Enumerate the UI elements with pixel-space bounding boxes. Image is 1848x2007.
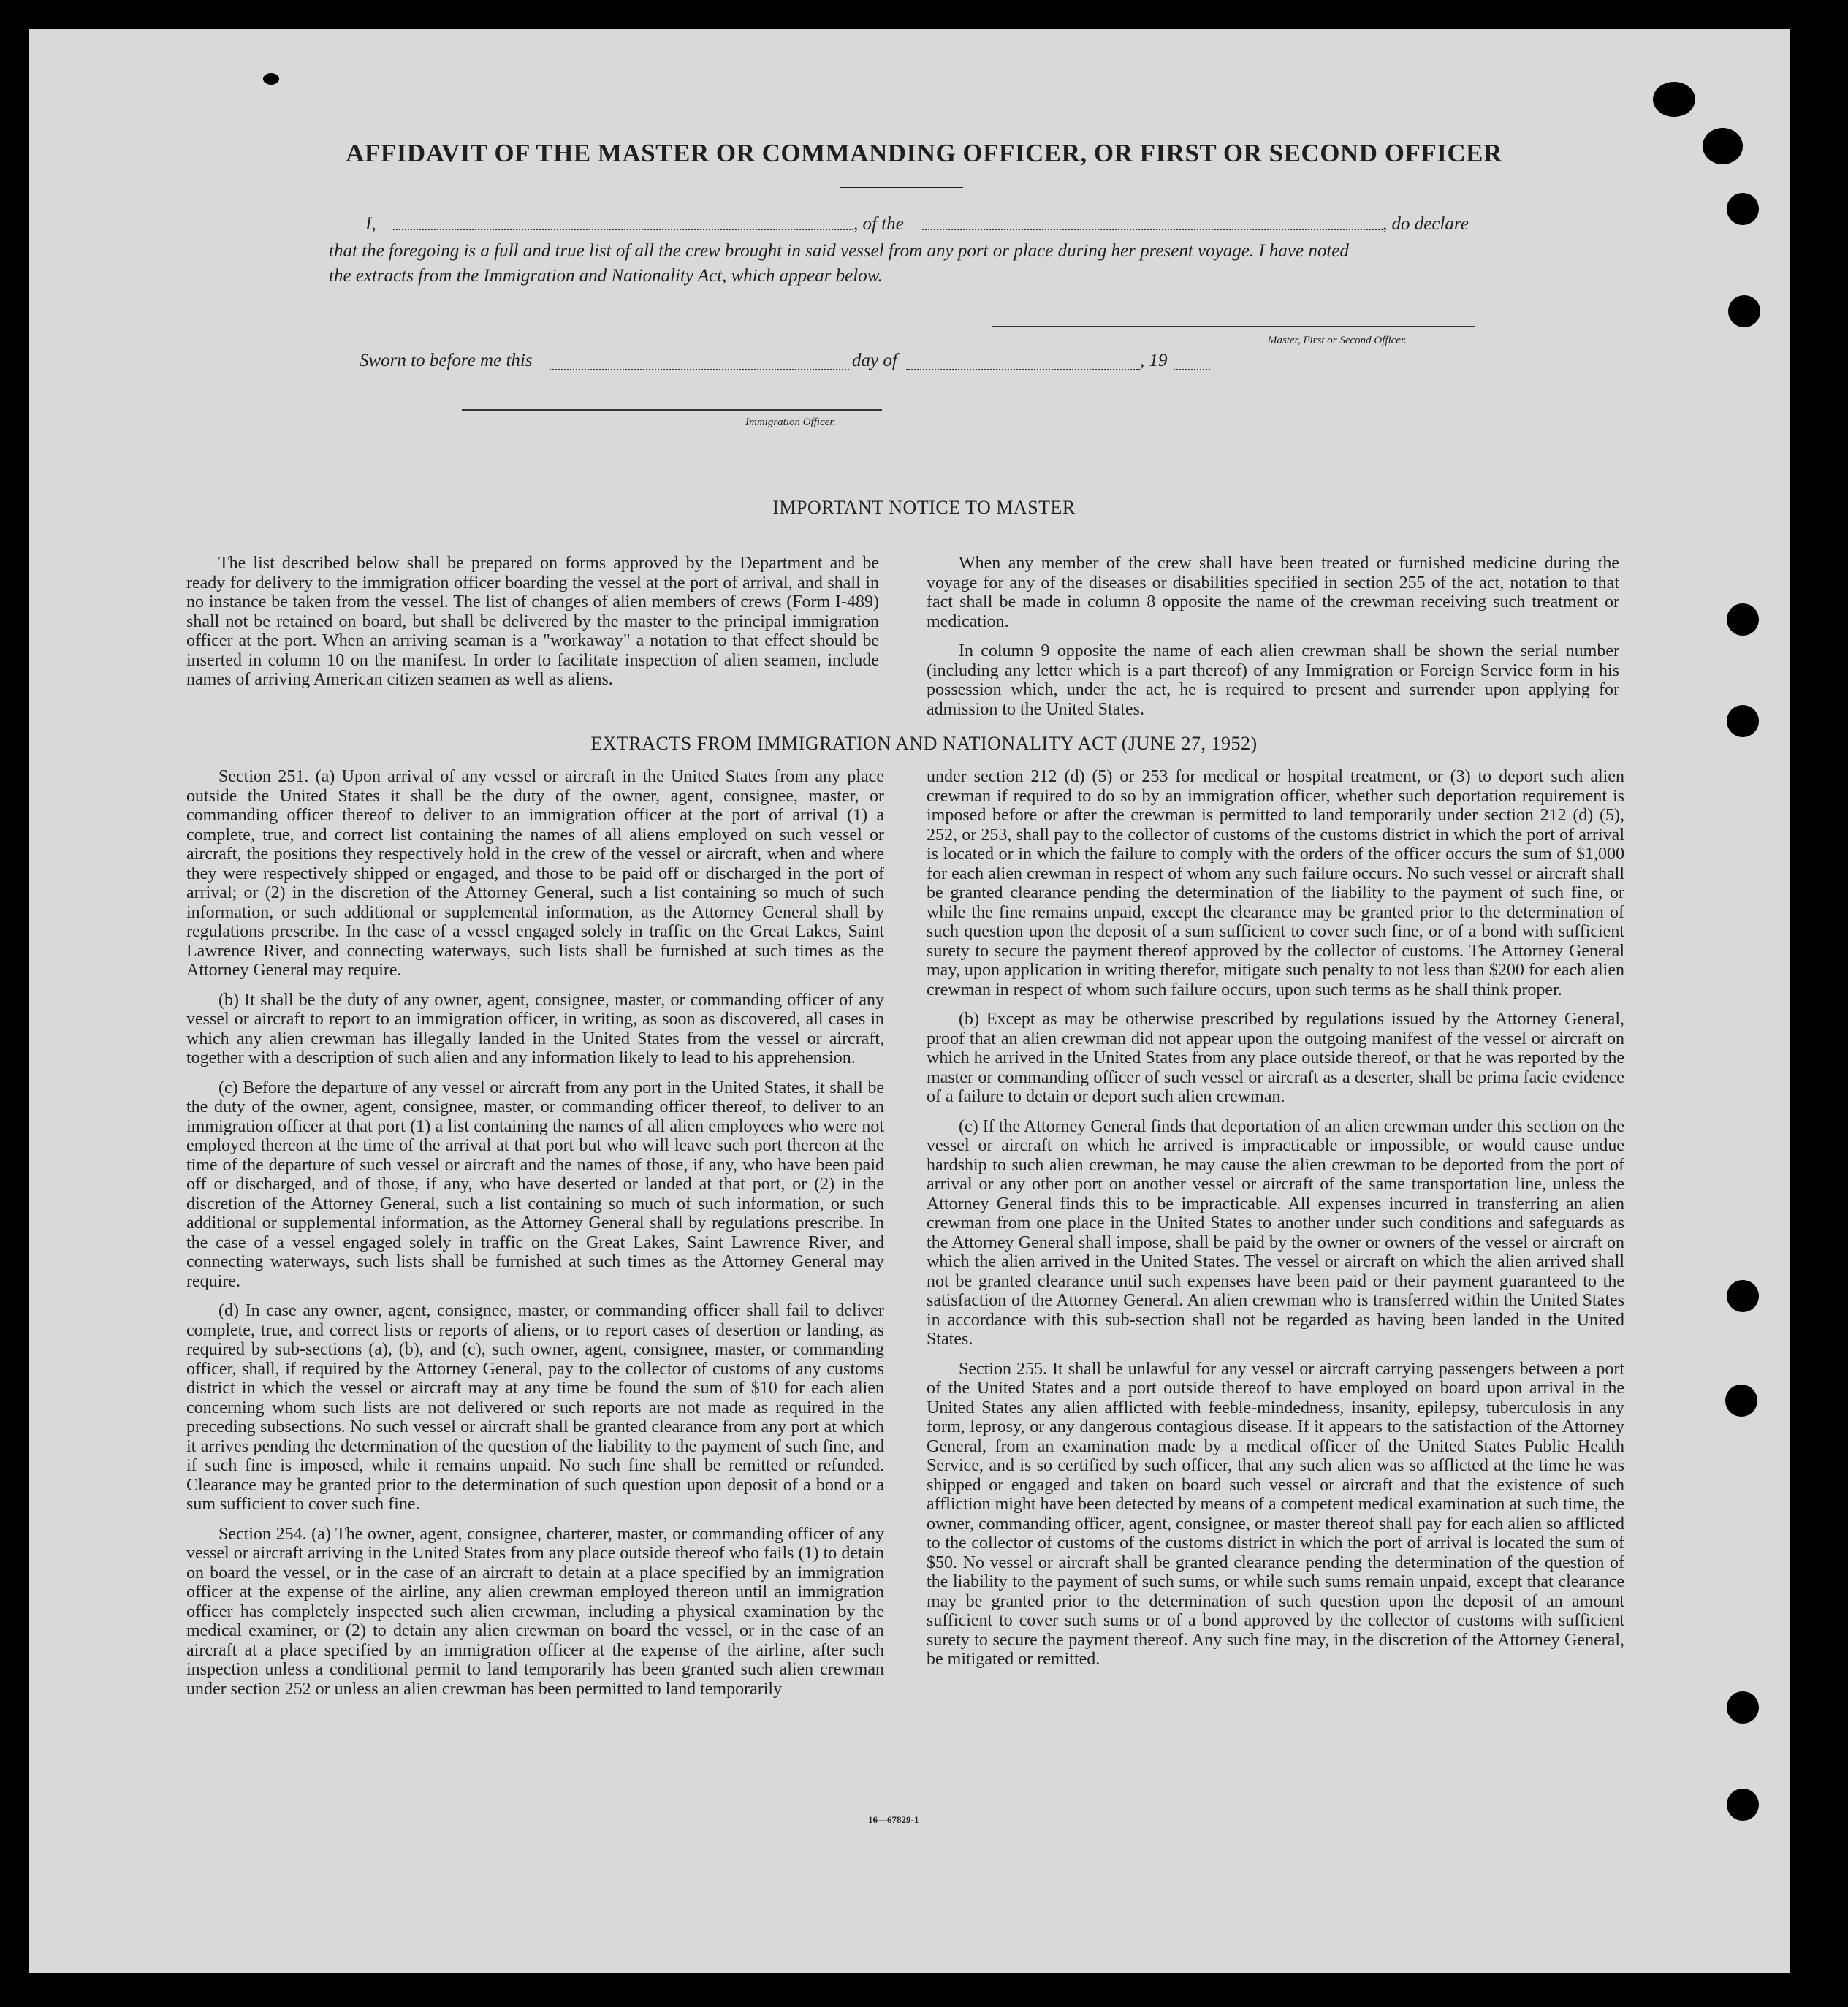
extracts-heading: EXTRACTS FROM IMMIGRATION AND NATIONALITY ACT (JUNE 27, 1952) [590, 733, 1258, 754]
extracts-left-column [186, 767, 884, 1709]
section-255: Section 255. It shall be unlawful for any vessel or aircraft carrying passengers between a port of the United States and a port outside thereof to have employed on board upon arrival in the United States any alien afflicted with feeble-mindedness, insanity, epilepsy, tuberculosis in any form, leprosy, or any dangerous contagious disease. If it appears to the satisfaction of the Attorney General, from an examination made by a medical officer of the United States Public Health Service, and is so certified by such officer, that any such alien was so afflicted at the time he was shipped or engaged and taken on board such vessel or aircraft and that the existence of such affliction might have been detected by means of a competent medical examination at such time, the owner, commanding officer, agent, consignee, or master thereof shall pay for each alien so afflicted to the collector of customs of the customs district in which the port of arrival is located the sum of $50. No vessel or aircraft shall be granted clearance pending the determination of the question of the liability to the payment of such sums, or while such sums remain unpaid, except that clearance may be granted prior to the determination of such question upon the deposit of an amount sufficient to cover such sums or of a bond approved by the collector of customs with sufficient surety to secure the payment thereof. Any such fine may, in the discretion of the Attorney General, be mitigated or remitted. [927, 1359, 1624, 1669]
punch-hole [1727, 1789, 1759, 1821]
notice-right-column [927, 554, 1619, 729]
officer-caption: Immigration Officer. [745, 416, 836, 428]
affidavit-line1-i: I, [365, 214, 376, 234]
punch-mark [1653, 82, 1695, 117]
name-blank[interactable] [393, 229, 853, 230]
sworn-date-blank[interactable] [550, 369, 849, 370]
affidavit-line1-of-the: , of the [853, 214, 904, 234]
punch-hole [1728, 295, 1760, 327]
sworn-year: , 19 [1140, 351, 1168, 370]
punch-hole [1727, 193, 1759, 225]
master-caption: Master, First or Second Officer. [1268, 335, 1407, 346]
notice-right-paragraph-2: In column 9 opposite the name of each alien crewman shall be shown the serial number (including any letter which is a part thereof) of any Immigration or Foreign Service form in his possession which, under the act, he is required to present and surrender upon applying for admission to the United States. [927, 641, 1619, 719]
section-254a: Section 254. (a) The owner, agent, consignee, charterer, master, or commanding officer of any vessel or aircraft arriving in the United States from any place outside thereof who fails (1) to detain on board the vessel, or in the case of an aircraft to detain at a place specified by an immigration officer at the expense of the airline, any alien crewman employed thereon until an immigration officer has completely inspected such alien crewman, including a physical examination by the medical examiner, or (2) to detain any alien crewman on board the vessel, or in the case of an aircraft at a place specified by an immigration officer at the expense of the airline, after such inspection unless a conditional permit to land temporarily has been granted such alien crewman under section 252 or unless an alien crewman has been permitted to land temporarily [186, 1524, 884, 1699]
section-254b: (b) Except as may be otherwise prescribed by regulations issued by the Attorney General, proof that an alien crewman did not appear upon the outgoing manifest of the vessel or aircraft on which he arrived in the United States from any place outside thereof, or that he was reported by the master or commanding officer of such vessel or aircraft as a deserter, shall be prima facie evidence of a failure to detain or deport such alien crewman. [927, 1010, 1624, 1106]
sworn-prefix: Sworn to before me this [360, 351, 533, 370]
ink-speck [263, 73, 279, 85]
section-251a: Section 251. (a) Upon arrival of any vessel or aircraft in the United States from any place outside the United States it shall be the duty of the owner, agent, consignee, master, or commanding officer thereof to deliver to an immigration officer at the port of arrival (1) a complete, true, and correct list containing the names of all aliens employed on such vessel or aircraft, the positions they respectively hold in the crew of the vessel or aircraft, when and where they were respectively shipped or engaged, and those to be paid off or discharged in the port of arrival; or (2) in the discretion of the Attorney General, such a list containing so much of such information, or such additional or supplemental information, as the Attorney General shall by regulations prescribe. In the case of a vessel engaged solely in traffic on the Great Lakes, Saint Lawrence River, and connecting waterways, such lists shall be furnished at such times as the Attorney General may require. [186, 767, 884, 980]
notice-left-paragraph: The list described below shall be prepared on forms approved by the Department and be ready for delivery to the immigration officer boarding the vessel at the port of arrival, and shall in no instance be taken from the vessel. The list of changes of alien members of crews (Form I-489) shall not be retained on board, but shall be delivered by the master to the principal immigration officer at the port. When an arriving seaman is a "workaway" a notation to that effect should be inserted in column 10 on the manifest. In order to facilitate inspection of alien seamen, include names of arriving American citizen seamen as well as aliens. [186, 554, 879, 689]
section-251d: (d) In case any owner, agent, consignee, master, or commanding officer shall fail to deliver complete, true, and correct lists or reports of aliens, or to report cases of desertion or landing, as required by sub-sections (a), (b), and (c), such owner, agent, consignee, master, or commanding officer, shall, if required by the Attorney General, pay to the collector of customs of any customs district in which the vessel or aircraft may at any time be found the sum of $10 for each alien concerning whom such lists are not delivered or such reports are not made as required in the preceding subsections. No such vessel or aircraft shall be granted clearance from any port at which it arrives pending the determination of the question of the liability to the payment of such fine, and if such fine is imposed, while it remains unpaid. No such fine shall be remitted or refunded. Clearance may be granted prior to the determination of such question upon deposit of a bond or a sum sufficient to cover such fine. [186, 1301, 884, 1514]
section-254c: (c) If the Attorney General finds that deportation of an alien crewman under this section on the vessel or aircraft on which he arrived is impracticable or impossible, or would cause undue hardship to such alien crewman, he may cause the alien crewman to be deported from the port of arrival or any other port on another vessel or aircraft of the same transportation line, unless the Attorney General finds this to be impracticable. All expenses incurred in transferring an alien crewman from one place in the United States to another under such conditions and safeguards as the Attorney General shall impose, shall be paid by the owner or owners of the vessel or aircraft on which the alien arrived in the United States. The vessel or aircraft on which the alien arrived shall not be granted clearance until such expenses have been paid or their payment guaranteed to the satisfaction of the Attorney General. An alien crewman who is transferred within the United States in accordance with this sub-section shall not be regarded as having been landed in the United States. [927, 1116, 1624, 1349]
punch-hole [1727, 603, 1759, 636]
affidavit-line3: the extracts from the Immigration and Nationality Act, which appear below. [329, 266, 883, 286]
affidavit-line2: that the foregoing is a full and true list of all the crew brought in said vessel from any port or place during her present voyage. I have noted [329, 241, 1349, 261]
notice-right-paragraph-1: When any member of the crew shall have been treated or furnished medicine during the voyage for any of the diseases or disabilities specified in section 255 of the act, notation to that fact shall be made in column 8 opposite the name of the crewman receiving such treatment or medication. [927, 554, 1619, 631]
affidavit-line1-declare: , do declare [1383, 214, 1469, 234]
title-underline [840, 187, 963, 188]
section-254a-continued: under section 212 (d) (5) or 253 for medical or hospital treatment, or (3) to deport such alien crewman if required to do so by an immigration officer, whether such deportation requirement is imposed before or after the crewman is permitted to land temporarily under section 212 (d) (5), 252, or 253, shall pay to the collector of customs of the customs district in which the port of arrival is located or in which the failure to comply with the orders of the officer occurs the sum of $1,000 for each alien crewman in respect of whom any such failure occurs. No such vessel or aircraft shall be granted clearance pending the determination of the liability to the payment of such fine, or while the fine remains unpaid, except the clearance may be granted prior to the determination of such question upon the deposit of a sum sufficient to cover such fine, or of a bond with sufficient surety to secure the payment thereof approved by the collector of customs. The Attorney General may, upon application in writing therefor, mitigate such penalty to not less than $200 for each alien crewman in respect of whom such failure occurs, upon such terms as he shall think proper. [927, 767, 1624, 999]
master-signature-line[interactable] [992, 326, 1475, 327]
officer-signature-line[interactable] [462, 409, 882, 411]
sworn-year-blank[interactable] [1174, 369, 1210, 370]
punch-hole [1727, 1691, 1759, 1724]
sworn-day-of: day of [852, 351, 897, 370]
punch-hole [1727, 1280, 1759, 1312]
section-251b: (b) It shall be the duty of any owner, agent, consignee, master, or commanding officer of any vessel or aircraft to report to an immigration officer, in writing, as soon as discovered, all cases in which any alien crewman has illegally landed in the United States from the vessel or aircraft, together with a description of such alien and any information likely to lead to his apprehension. [186, 990, 884, 1067]
vessel-blank[interactable] [922, 229, 1383, 230]
notice-heading: IMPORTANT NOTICE TO MASTER [772, 497, 1076, 518]
affidavit-title: AFFIDAVIT OF THE MASTER OR COMMANDING OFFICER, OR FIRST OR SECOND OFFICER [346, 139, 1502, 167]
notice-left-column [186, 554, 879, 700]
punch-hole [1725, 1385, 1757, 1417]
extracts-right-column [927, 767, 1624, 1680]
form-code: 16—67829-1 [868, 1814, 919, 1825]
sworn-month-blank[interactable] [906, 369, 1140, 370]
section-251c: (c) Before the departure of any vessel or aircraft from any port in the United States, it shall be the duty of the owner, agent, consignee, master, or commanding officer thereof, to deliver to an immigration officer at that port (1) a list containing the names of all alien employees who were not employed thereon at the time of the arrival at that port but who will leave such port thereon at the time of the departure of such vessel or aircraft and the names of those, if any, who have been paid off or discharged, and of those, if any, who have deserted or landed at that port, or (2) in the discretion of the Attorney General, such a list containing so much of such information, or such additional or supplemental information, as the Attorney General shall by regulations prescribe. In the case of a vessel engaged solely in traffic on the Great Lakes, Saint Lawrence River, and connecting waterways, such lists shall be furnished at such times as the Attorney General may require. [186, 1078, 884, 1291]
